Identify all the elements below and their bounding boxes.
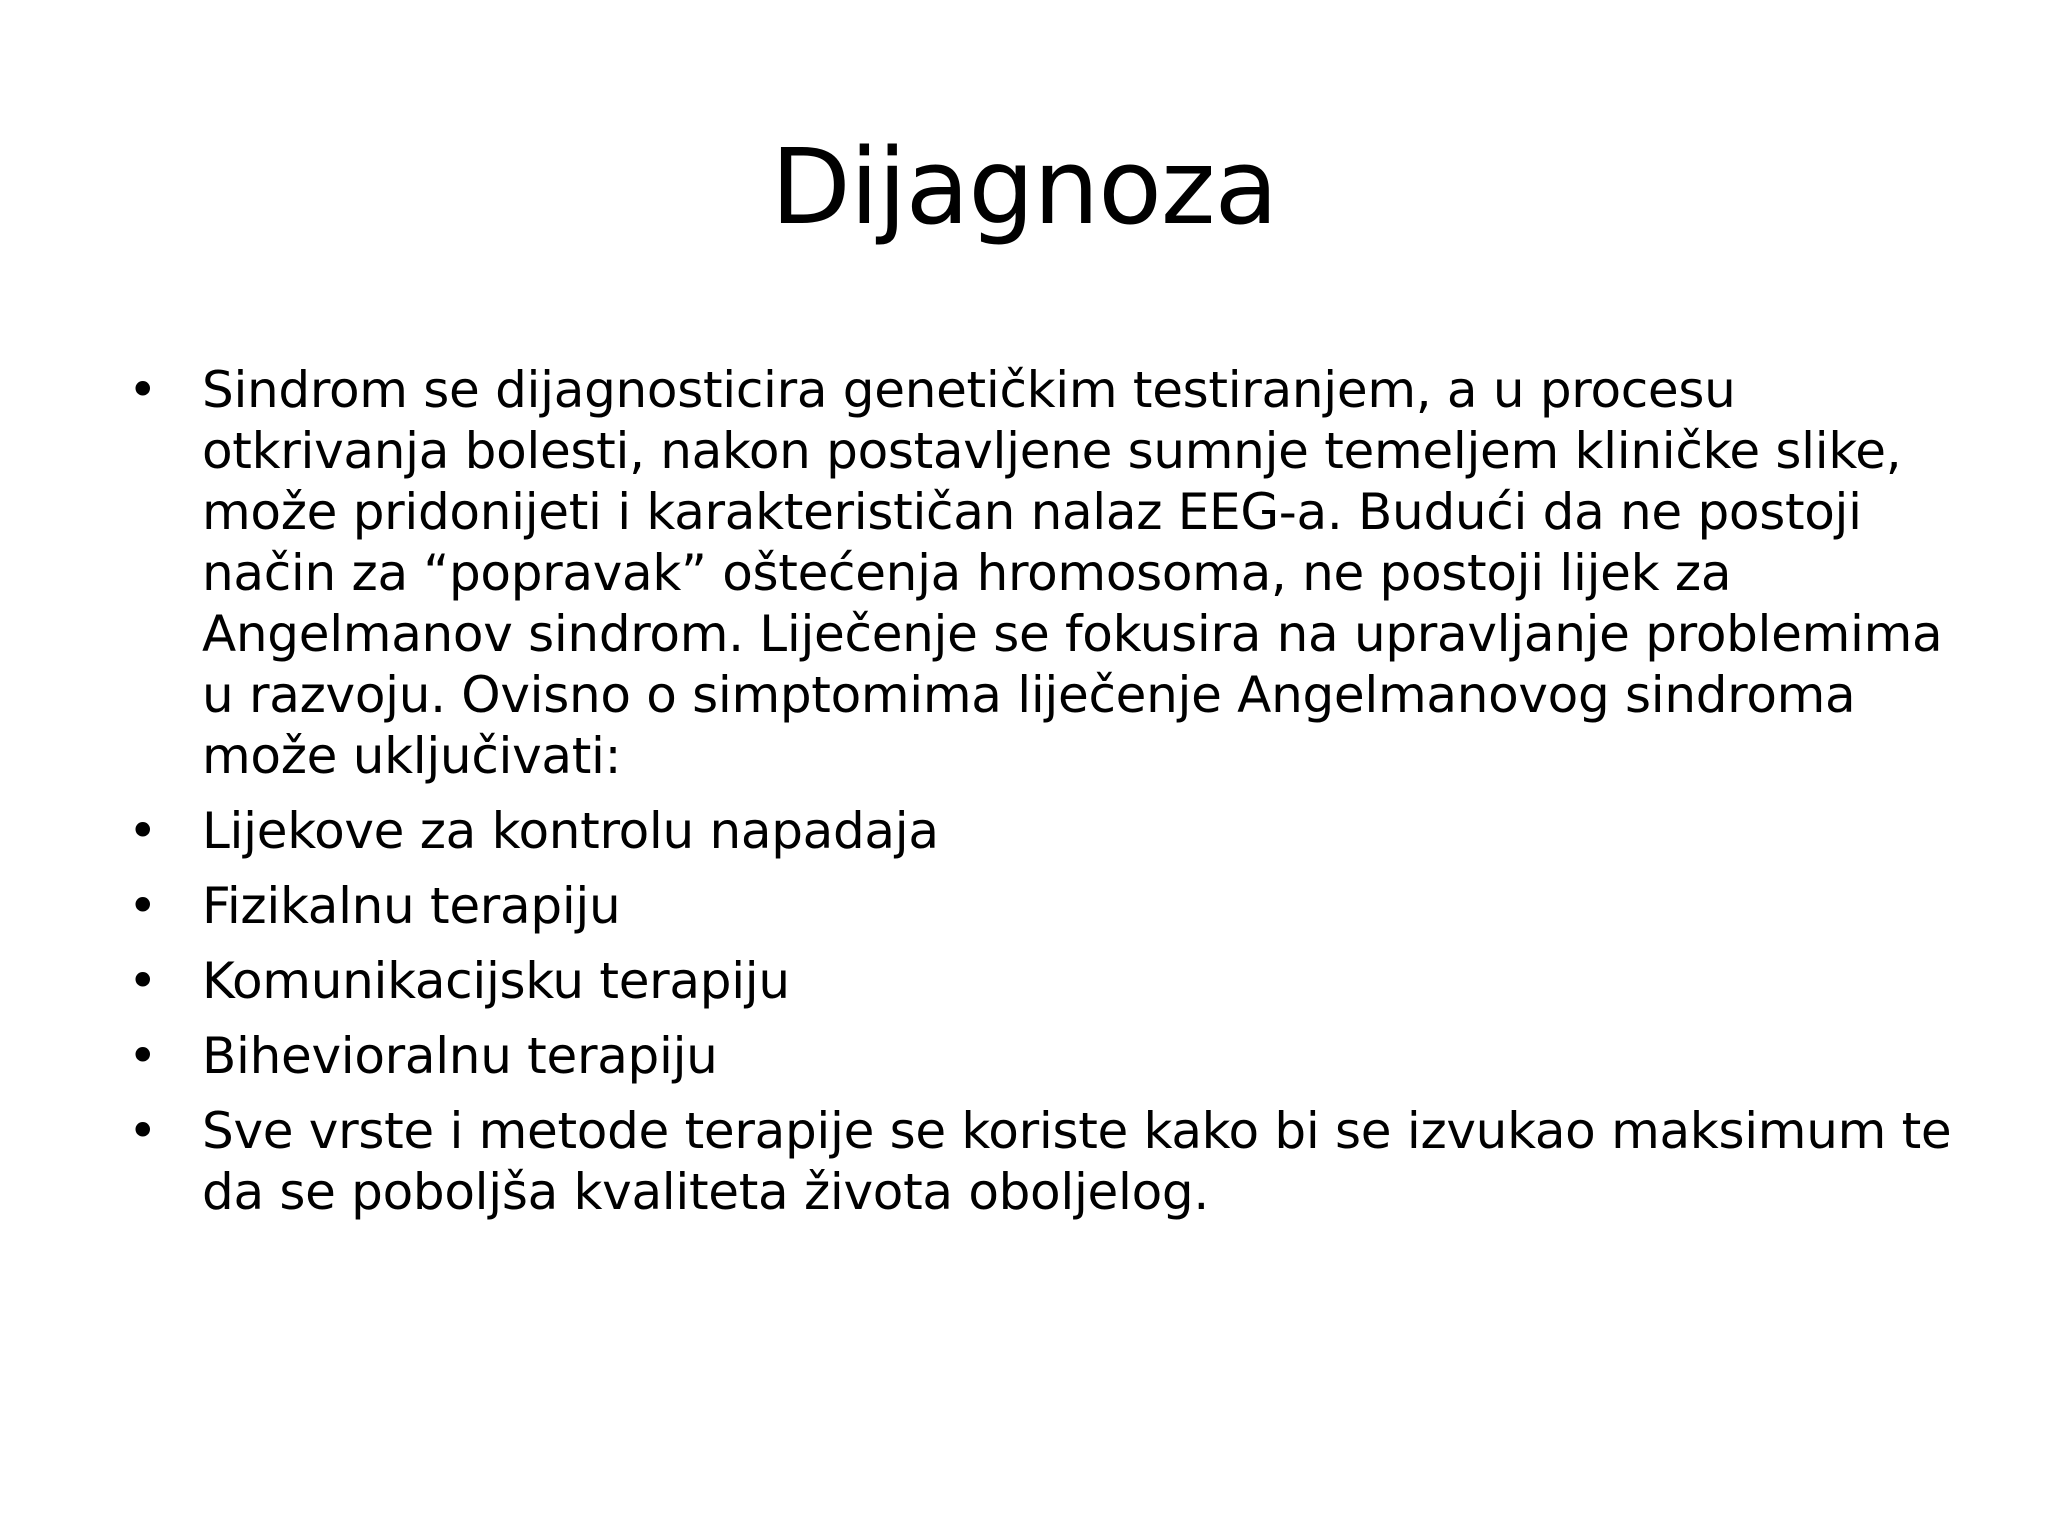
bullet-text: Sve vrste i metode terapije se koriste kako bi se izvukao maksimum te da se poboljša kvaliteta života oboljelog.: [202, 1102, 1952, 1221]
bullet-dot-icon: •: [128, 952, 158, 1010]
bullet-text: Fizikalnu terapiju: [202, 877, 621, 935]
bullet-dot-icon: •: [128, 1102, 158, 1160]
bullet-dot-icon: •: [128, 802, 158, 860]
bullet-dot-icon: •: [128, 1027, 158, 1085]
bullet-text: Komunikacijsku terapiju: [202, 952, 790, 1010]
bullet-item-6: [110, 1101, 1960, 1223]
bullet-list: [110, 360, 1960, 1237]
bullet-text: Lijekove za kontrolu napadaja: [202, 802, 939, 860]
slide-title: Dijagnoza: [770, 126, 1278, 248]
bullet-item-3: [110, 876, 1960, 937]
bullet-item-1: [110, 360, 1960, 787]
bullet-item-2: [110, 801, 1960, 862]
bullet-item-5: [110, 1026, 1960, 1087]
bullet-dot-icon: •: [128, 361, 158, 419]
bullet-text: Bihevioralnu terapiju: [202, 1027, 718, 1085]
bullet-dot-icon: •: [128, 877, 158, 935]
bullet-text: Sindrom se dijagnosticira genetičkim testiranjem, a u procesu otkrivanja bolesti, nakon postavljene sumnje temeljem kliničke slike, može pridonijeti i karakterističan nalaz EEG-a. Budući da ne postoji način za “popravak” oštećenja hromosoma, ne postoji lijek za Angelmanov sindrom. Liječenje se fokusira na upravljanje problemima u razvoju. Ovisno o simptomima liječenje Angelmanovog sindroma može uključivati:: [202, 361, 1943, 785]
bullet-item-4: [110, 951, 1960, 1012]
